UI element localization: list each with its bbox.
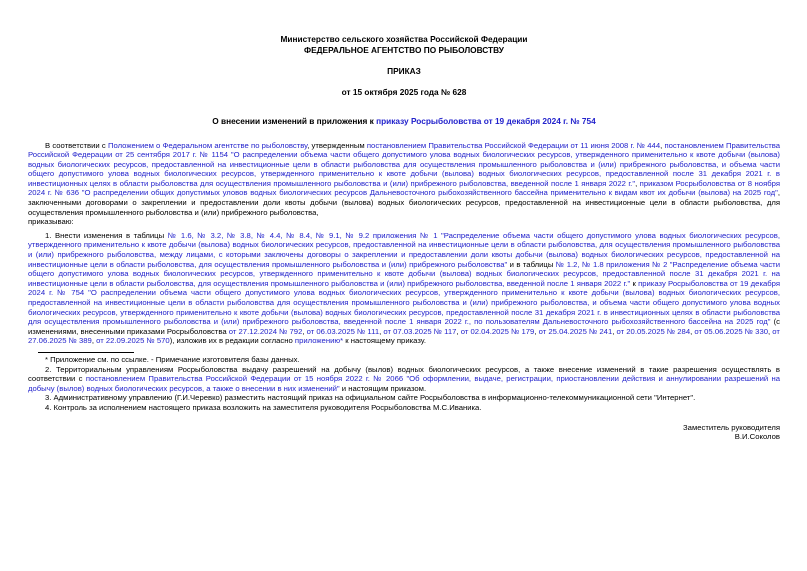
text-run: * Приложение см. по ссылке. - Примечание изготовителя базы данных. bbox=[45, 354, 300, 364]
text-run: , bbox=[635, 178, 640, 188]
signer-position: Заместитель руководителя bbox=[683, 422, 780, 432]
doc-link[interactable]: № 1.2, № 1.8 приложения № 2 "Распределение объема части общего допустимого улова водных биологических ресурсов, утвержденного применительно к квоте добычи (вылова) водных биологических ресурсов, предоставленной после 31 декабря 2021 г. на инвестиционные цели в области рыболовства, для осуществления промышленного рыболовства и (или) прибрежного рыболовства, введенной после 1 января 2022 г." bbox=[28, 259, 780, 288]
doc-link[interactable]: от 27.12.2024 № 792 bbox=[228, 326, 303, 336]
text-run: приказываю: bbox=[28, 217, 74, 227]
ministry-line: Министерство сельского хозяйства Российской Федерации bbox=[280, 34, 528, 44]
agency-line: ФЕДЕРАЛЬНОЕ АГЕНТСТВО ПО РЫБОЛОВСТВУ bbox=[304, 44, 504, 55]
doc-link[interactable]: № 1.6, № 3.2, № 3.8, № 4.4, № 8.4, № 9.1, № 9.2 приложения № 1 "Распределение объема части общего допустимого улова водных биологических ресурсов, утвержденного применительно к квоте добычи (вылова) водных биологических ресурсов, предоставленной на инвестиционные цели в области рыболовства, для осуществления промышленного рыболовства и (или) прибрежного рыболовства, между лицами, с которыми заключены договоры о закреплении и предоставлении доли квоты добычи (вылова) водных биологических ресурсов, предоставленной на инвестиционные цели в области рыболовства, для осуществления промышленного рыболовства и (или) прибрежного рыболовства" bbox=[28, 230, 781, 269]
text-run: , bbox=[534, 326, 539, 336]
text-run: , bbox=[768, 326, 773, 336]
text-run: , bbox=[302, 326, 307, 336]
item-1-paragraph bbox=[28, 231, 780, 346]
text-run: , утвержденным bbox=[307, 140, 367, 150]
footnote-divider bbox=[38, 352, 134, 353]
doc-link[interactable]: постановлением Правительства Российской Федерации от 11 июня 2008 г. № 444 bbox=[366, 140, 661, 150]
doc-date-number: от 15 октября 2025 года № 628 bbox=[341, 86, 467, 97]
text-run: (с изменениями, внесенными приказами Росрыболовства bbox=[28, 317, 780, 336]
doc-link[interactable]: от 05.06.2025 № 330 bbox=[694, 326, 768, 336]
text-run: 1. Внести изменения в таблицы bbox=[45, 230, 168, 240]
item-3-paragraph bbox=[28, 393, 780, 403]
text-run: ), изложив их в редакции согласно bbox=[169, 336, 295, 346]
doc-link[interactable]: постановлением Правительства Российской Федерации от 15 ноября 2022 г. № 2066 "Об оформлении, выдаче, регистрации, приостановлении действия и аннулировании разрешений на добычу (вылов) водных биологических ресурсов, а также о внесении в них изменений" bbox=[28, 374, 781, 393]
doc-link[interactable]: от 07.03.2025 № 117 bbox=[383, 326, 457, 336]
text-run: , bbox=[660, 140, 665, 150]
text-run: В соответствии с bbox=[45, 140, 108, 150]
document-body bbox=[28, 141, 780, 443]
doc-link[interactable]: от 02.04.2025 № 179 bbox=[460, 326, 535, 336]
doc-link[interactable]: от 06.03.2025 № 111 bbox=[306, 326, 380, 336]
text-run: к bbox=[630, 278, 639, 288]
doc-link[interactable]: от 22.09.2025 № 570 bbox=[96, 336, 170, 346]
text-run: 4. Контроль за исполнением настоящего приказа возложить на заместителя руководителя Росрыболовства М.С.Иваника. bbox=[45, 402, 482, 412]
doc-link[interactable]: от 25.04.2025 № 241 bbox=[538, 326, 613, 336]
item-4-paragraph bbox=[28, 403, 780, 413]
text-run: , заключенными договорами о закреплении и предоставлении доли квоты добычи (вылова) водных биологических ресурсов, предоставленной на инвестиционные цели в области рыболовства, для осуществления промышленного рыболовства и (или) прибрежного рыболовства, bbox=[28, 188, 780, 217]
text-run: , bbox=[456, 326, 461, 336]
text-run: , bbox=[379, 326, 384, 336]
text-run: , bbox=[612, 326, 617, 336]
resolve-word bbox=[28, 217, 780, 227]
doc-link[interactable]: от 27.06.2025 № 389 bbox=[28, 326, 780, 346]
doc-title bbox=[28, 116, 780, 127]
doc-link[interactable]: постановлением Правительства Российской Федерации от 25 сентября 2017 г. № 1154 "О распределении объема части общего допустимого улова водных биологических ресурсов, утвержденного применительно к квоте добычи (вылова) водных биологических ресурсов, предоставленной на инвестиционные цели в области рыболовства для осуществления промышленного рыболовства и (или) прибрежного рыболовства, и объема части общего допустимого улова водных биологических ресурсов, утвержденного применительно к квоте добычи (вылова) водных биологических ресурсов, предоставленной после 31 декабря 2021 г. в инвестиционных целях в области рыболовства для осуществления промышленного рыболовства и (или) прибрежного рыболовства, введенной после 1 января 2022 г." bbox=[28, 140, 781, 188]
doc-link[interactable]: приказу Росрыболовства от 19 декабря 2024 г. № 754 "О распределении объема части общего допустимого улова водных биологических ресурсов, утвержденного применительно к квоте добычи (вылова) водных биологических ресурсов, предоставленной на инвестиционные цели в области рыболовства для осуществления промышленного рыболовства и (или) прибрежного рыболовства, и объема части общего допустимого улова водных биологических ресурсов, утвержденного применительно к квоте добычи (вылова) водных биологических ресурсов, предоставленной после 31 декабря 2021 г. в инвестиционных целях в области рыболовства для осуществления промышленного рыболовства и (или) прибрежного рыболовства, введенной после 1 января 2022 г., по пользователям Дальневосточного рыбохозяйственного бассейна на 2025 год" bbox=[28, 278, 781, 327]
item-2-paragraph bbox=[28, 365, 780, 394]
text-run: , bbox=[690, 326, 695, 336]
text-run: и в таблицы bbox=[507, 259, 556, 269]
doc-link[interactable]: приложению* bbox=[294, 336, 344, 346]
doc-link[interactable]: Положением о Федеральном агентстве по рыболовству bbox=[107, 140, 308, 150]
text-run: , bbox=[91, 336, 97, 346]
doc-link[interactable]: от 20.05.2025 № 284 bbox=[616, 326, 691, 336]
text-run: 3. Административному управлению (Г.И.Черевко) разместить настоящий приказ на официальном сайте Росрыболовства в информационно-телекоммуникационной сети "Интернет". bbox=[45, 393, 696, 403]
text-run: О внесении изменений в приложения к bbox=[212, 116, 377, 126]
doc-type-label: ПРИКАЗ bbox=[387, 66, 421, 76]
preamble-paragraph bbox=[28, 141, 780, 218]
text-run: 2. Территориальным управлениям Росрыболовства выдачу разрешений на добычу (вылов) водных биологических ресурсов, а также внесение изменений в такие разрешения осуществлять в соответствии с bbox=[28, 364, 780, 384]
footnote-paragraph bbox=[28, 355, 780, 365]
text-run: и настоящим приказом. bbox=[339, 383, 427, 393]
text-run: к настоящему приказу. bbox=[343, 336, 426, 346]
doc-link[interactable]: приказу Росрыболовства от 19 декабря 2024 г. № 754 bbox=[376, 116, 596, 126]
signature-block bbox=[28, 423, 780, 443]
doc-link[interactable]: приказом Росрыболовства от 8 ноября 2024 г. № 636 "О распределении общих допустимых уловов водных биологических ресурсов Дальневосточного рыбохозяйственного бассейна применительно к видам квот их добычи (вылова) на 2025 год" bbox=[28, 178, 780, 198]
signer-name: В.И.Соколов bbox=[734, 432, 780, 442]
